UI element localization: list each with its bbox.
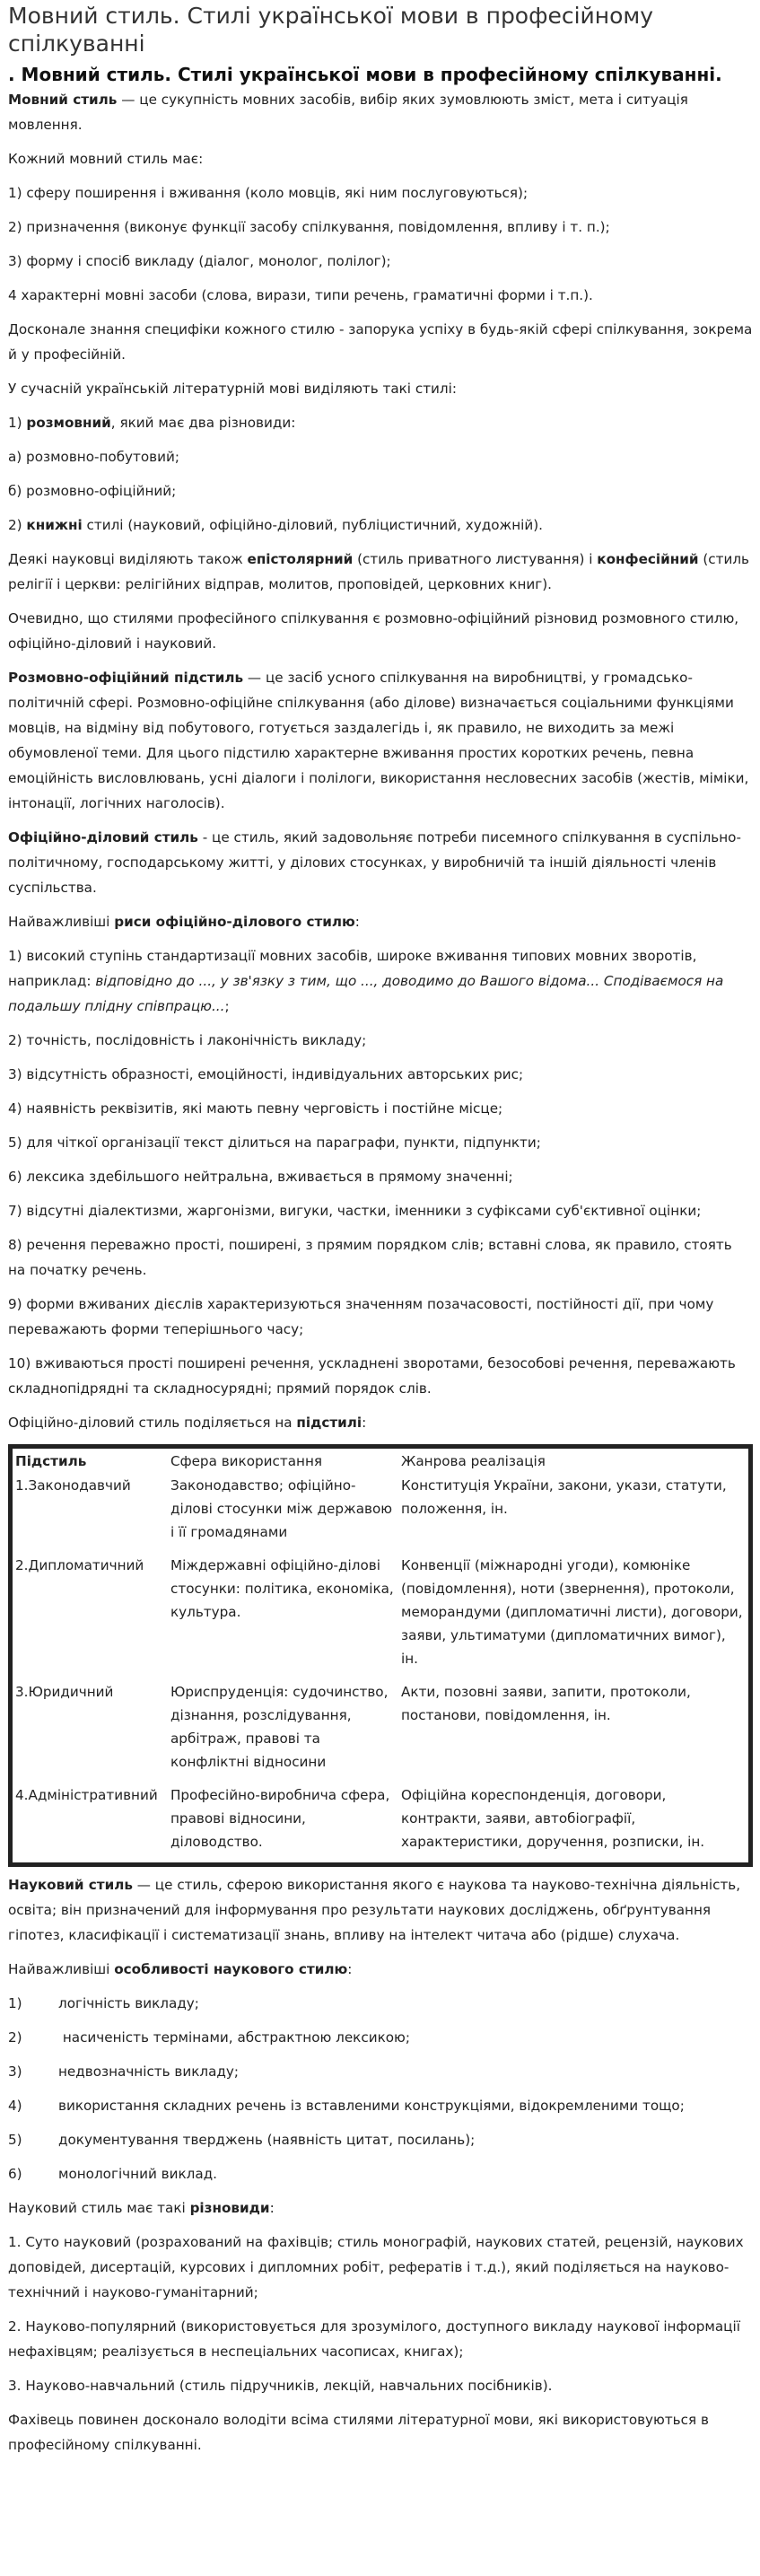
term-rozmovnyi: розмовний [26,415,111,431]
term-rysy: риси офіційно-ділового стилю [114,914,355,930]
item-number: 6) [8,2166,22,2182]
style-item-bookish [8,513,753,538]
text-run: Деякі науковці виділяють також [8,551,248,567]
table-header-cell: Підстиль [15,1453,87,1469]
item-text: недвозначність викладу; [58,2063,240,2080]
official-traits-intro [8,909,753,934]
official-trait-item: 10) вживаються прості поширені речення, ускладнені зворотами, безособові речення, переважають складнопідрядні та складносурядні; прямий порядок слів. [8,1355,736,1397]
conclusion-paragraph: Фахівець повинен досконало володіти всіма стилями літературної мови, які використовуються в професійному спілкуванні. [8,2412,709,2453]
item-text: монологічний виклад. [58,2166,217,2182]
document-heading: . Мовний стиль. Стилі української мови в професійному спілкуванні. [8,64,722,85]
table-cell: Законодавство; офіційно-ділові стосунки між державою і її громадянами [170,1477,393,1540]
feature-item: 3) форму і спосіб викладу (діалог, монолог, полілог); [8,253,391,269]
intro-text: — це сукупність мовних засобів, вибір яких зумовлюють зміст, мета і ситуація мовлення. [8,92,688,133]
official-trait-item: 8) речення переважно прості, поширені, з прямим порядком слів; вставні слова, як правило, стоять на початку речень. [8,1237,732,1278]
paragraph-text: — це стиль, сферою використання якого є наукова та науково-технічна діяльність, освіта; він призначений для інформування про результати наукових досліджень, обґрунтування гіпотез, класифікації і систематизації знань, впливу на інтелект читача або (рідше) слухача. [8,1877,741,1943]
item-rest: стилі (науковий, офіційно-діловий, публіцистичний, художній). [82,517,543,533]
example-phrases: відповідно до ..., у зв'язку з тим, що ..., доводимо до Вашого відома... Сподіваємося на подальшу плідну співпрацю... [8,973,724,1014]
page-title: Мовний стиль. Стилі української мови в професійному спілкуванні [8,3,654,57]
table-cell: Юриспруденція: судочинство, дізнання, розслідування, арбітраж, правові та конфліктні відносини [170,1684,389,1770]
scientific-feature-item [8,1991,753,2016]
item-number: 3) [8,2063,22,2080]
table-row [11,1679,751,1783]
term-ofitsiino-dilovyi: Офіційно-діловий стиль [8,829,198,846]
table-row [11,1553,751,1679]
text-run: : [354,914,360,930]
modern-language-paragraph: У сучасній українській літературній мові виділяють такі стилі: [8,381,457,397]
table-header-cell: Жанрова реалізація [401,1453,546,1469]
table-header-row [11,1447,751,1474]
scientific-feature-item [8,2025,753,2050]
text-run: Офіційно-діловий стиль поділяється на [8,1415,297,1431]
style-item-conversational [8,410,753,435]
table-cell: Міждержавні офіційно-ділові стосунки: політика, економіка, культура. [170,1557,394,1620]
text-run: ; [224,998,230,1014]
term-riznovydy: різновиди [189,2200,270,2216]
text-run: (стиль релігії і церкви: релігійних відправ, молитов, проповідей, церковних книг). [8,551,749,592]
scientific-variant-item: 1. Суто науковий (розрахований на фахівців; стиль монографій, наукових статей, рецензій, наукових доповідей, дисертацій, курсових і дипломних робіт, рефератів і т.д.), який поділяється на науково-технічний і науково-гуманітарний; [8,2234,744,2300]
text-run: Найважливіші [8,1961,115,1977]
table-cell: Офіційна кореспонденція, договори, контракти, заяви, автобіографії, характеристики, доручення, розписки, ін. [401,1787,705,1850]
item-prefix: 1) [8,415,27,431]
item-text: насиченість термінами, абстрактною лексикою; [58,2029,410,2046]
scientific-feature-item [8,2161,753,2186]
term-osoblyvosti: особливості наукового стилю [114,1961,348,1977]
text-run: 1) високий ступінь стандартизації мовних засобів, широке вживання типових мовних зворотів, наприклад: [8,948,697,989]
table-cell: Професійно-виробнича сфера, правові відносини, діловодство. [170,1787,390,1850]
item-number: 5) [8,2132,22,2148]
extra-styles-paragraph [8,547,753,597]
item-rest: , який має два різновиди: [110,415,296,431]
paragraph-text: — це засіб усного спілкування на виробництві, у громадсько-політичній сфері. Розмовно-офіційне спілкування (або ділове) визначається соціальними функціями мовців, на відміну від побутового, готується заздалегідь і, як правило, не виходить за межі обумовленої теми. Для цього підстилю характерне вживання простих коротких речень, певна емоційність висловлювань, усні діалоги і полілоги, використання несловесних засобів (жестів, міміки, інтонації, логічних наголосів). [8,670,749,811]
feature-item: 4 характерні мовні засоби (слова, вирази, типи речень, граматичні форми і т.п.). [8,287,593,303]
obviously-paragraph: Очевидно, що стилями професійного спілкування є розмовно-офіційний різновид розмовного стилю, офіційно-діловий і науковий. [8,610,739,652]
official-trait-item: 4) наявність реквізитів, які мають певну черговість і постійне місце; [8,1100,503,1117]
text-run: Найважливіші [8,914,115,930]
item-text: логічність викладу; [58,1995,199,2011]
table-cell: 4.Адміністративний [15,1787,158,1803]
variant-item: а) розмовно-побутовий; [8,449,179,465]
term-movnyi-styl: Мовний стиль [8,92,118,108]
substyles-intro [8,1410,753,1435]
official-trait-item: 7) відсутні діалектизми, жаргонізми, вигуки, частки, іменники з суфіксами суб'єктивної оцінки; [8,1203,702,1219]
term-epistolyarnyi: епістолярний [247,551,354,567]
paragraph-text: - це стиль, який задовольняє потреби писемного спілкування в суспільно-політичному, господарському житті, у ділових стосунках, у виробничій та іншій діяльності членів суспільства. [8,829,741,896]
table-row [11,1473,751,1553]
table-row [11,1783,751,1865]
item-number: 2) [8,2029,22,2046]
text-run: : [362,1415,367,1431]
feature-item: 1) сферу поширення і вживання (коло мовців, які ним послуговуються); [8,185,529,201]
table-header-cell: Сфера використання [170,1453,323,1469]
term-konfesiinyi: конфесійний [597,551,699,567]
official-trait-item: 6) лексика здебільшого нейтральна, вживається в прямому значенні; [8,1169,513,1185]
table-cell: Акти, позовні заяви, запити, протоколи, постанови, повідомлення, ін. [401,1684,691,1723]
text-run: (стиль приватного листування) і [353,551,598,567]
official-style-paragraph [8,825,753,900]
scientific-variants-intro [8,2195,753,2221]
official-trait-item: 2) точність, послідовність і лаконічність викладу; [8,1032,367,1048]
substyles-table [8,1444,753,1867]
scientific-feature-item [8,2059,753,2084]
scientific-variant-item: 3. Науково-навчальний (стиль підручників, лекцій, навчальних посібників). [8,2378,553,2394]
item-prefix: 2) [8,517,27,533]
table-cell: Конституція України, закони, укази, статути, положення, ін. [401,1477,727,1517]
official-trait-item: 9) форми вживаних дієслів характеризуються значенням позачасовості, постійності дії, при чому переважають форми теперішнього часу; [8,1296,714,1337]
table-cell: 2.Дипломатичний [15,1557,144,1573]
official-trait-item [8,943,753,1019]
scientific-style-paragraph [8,1872,753,1948]
text-run: : [347,1961,353,1977]
item-number: 4) [8,2098,22,2114]
scientific-variant-item: 2. Науково-популярний (використовується для зрозумілого, доступного викладу наукової інформації нефахівцям; реалізується в неспеціальних часописах, книгах); [8,2318,740,2360]
feature-item: 2) призначення (виконує функції засобу спілкування, повідомлення, впливу і т. п.); [8,219,610,235]
item-text: використання складних речень із вставленими конструкціями, відокремленими тощо; [58,2098,685,2114]
text-run: : [269,2200,275,2216]
perfect-knowledge-paragraph: Досконале знання специфіки кожного стилю - запорука успіху в будь-якій сфері спілкування, зокрема й у професійній. [8,321,753,363]
term-pidstyli: підстилі [296,1415,363,1431]
item-text: документування тверджень (наявність цитат, посилань); [58,2132,476,2148]
term-knyzhni: книжні [26,517,83,533]
item-number: 1) [8,1995,22,2011]
table-cell: 3.Юридичний [15,1684,114,1700]
table-cell: Конвенції (міжнародні угоди), комюніке (повідомлення), ноти (звернення), протоколи, меморандуми (дипломатичні листи), договори, заяви, ультиматуми (дипломатичних вимог), ін. [401,1557,743,1667]
scientific-feature-item [8,2127,753,2152]
conversational-substyle-paragraph [8,665,753,816]
variant-item: б) розмовно-офіційний; [8,483,177,499]
official-trait-item: 3) відсутність образності, емоційності, індивідуальних авторських рис; [8,1066,524,1082]
table-cell: 1.Законодавчий [15,1477,131,1494]
scientific-feature-item [8,2093,753,2118]
term-rozmovno-ofitsiinyi: Розмовно-офіційний підстиль [8,670,244,686]
intro-paragraph [8,87,753,137]
text-run: Науковий стиль має такі [8,2200,190,2216]
official-trait-item: 5) для чіткої організації текст ділиться на параграфи, пункти, підпункти; [8,1135,541,1151]
each-style-has: Кожний мовний стиль має: [8,151,204,167]
scientific-features-intro [8,1957,753,1982]
term-naukovyi-styl: Науковий стиль [8,1877,133,1893]
